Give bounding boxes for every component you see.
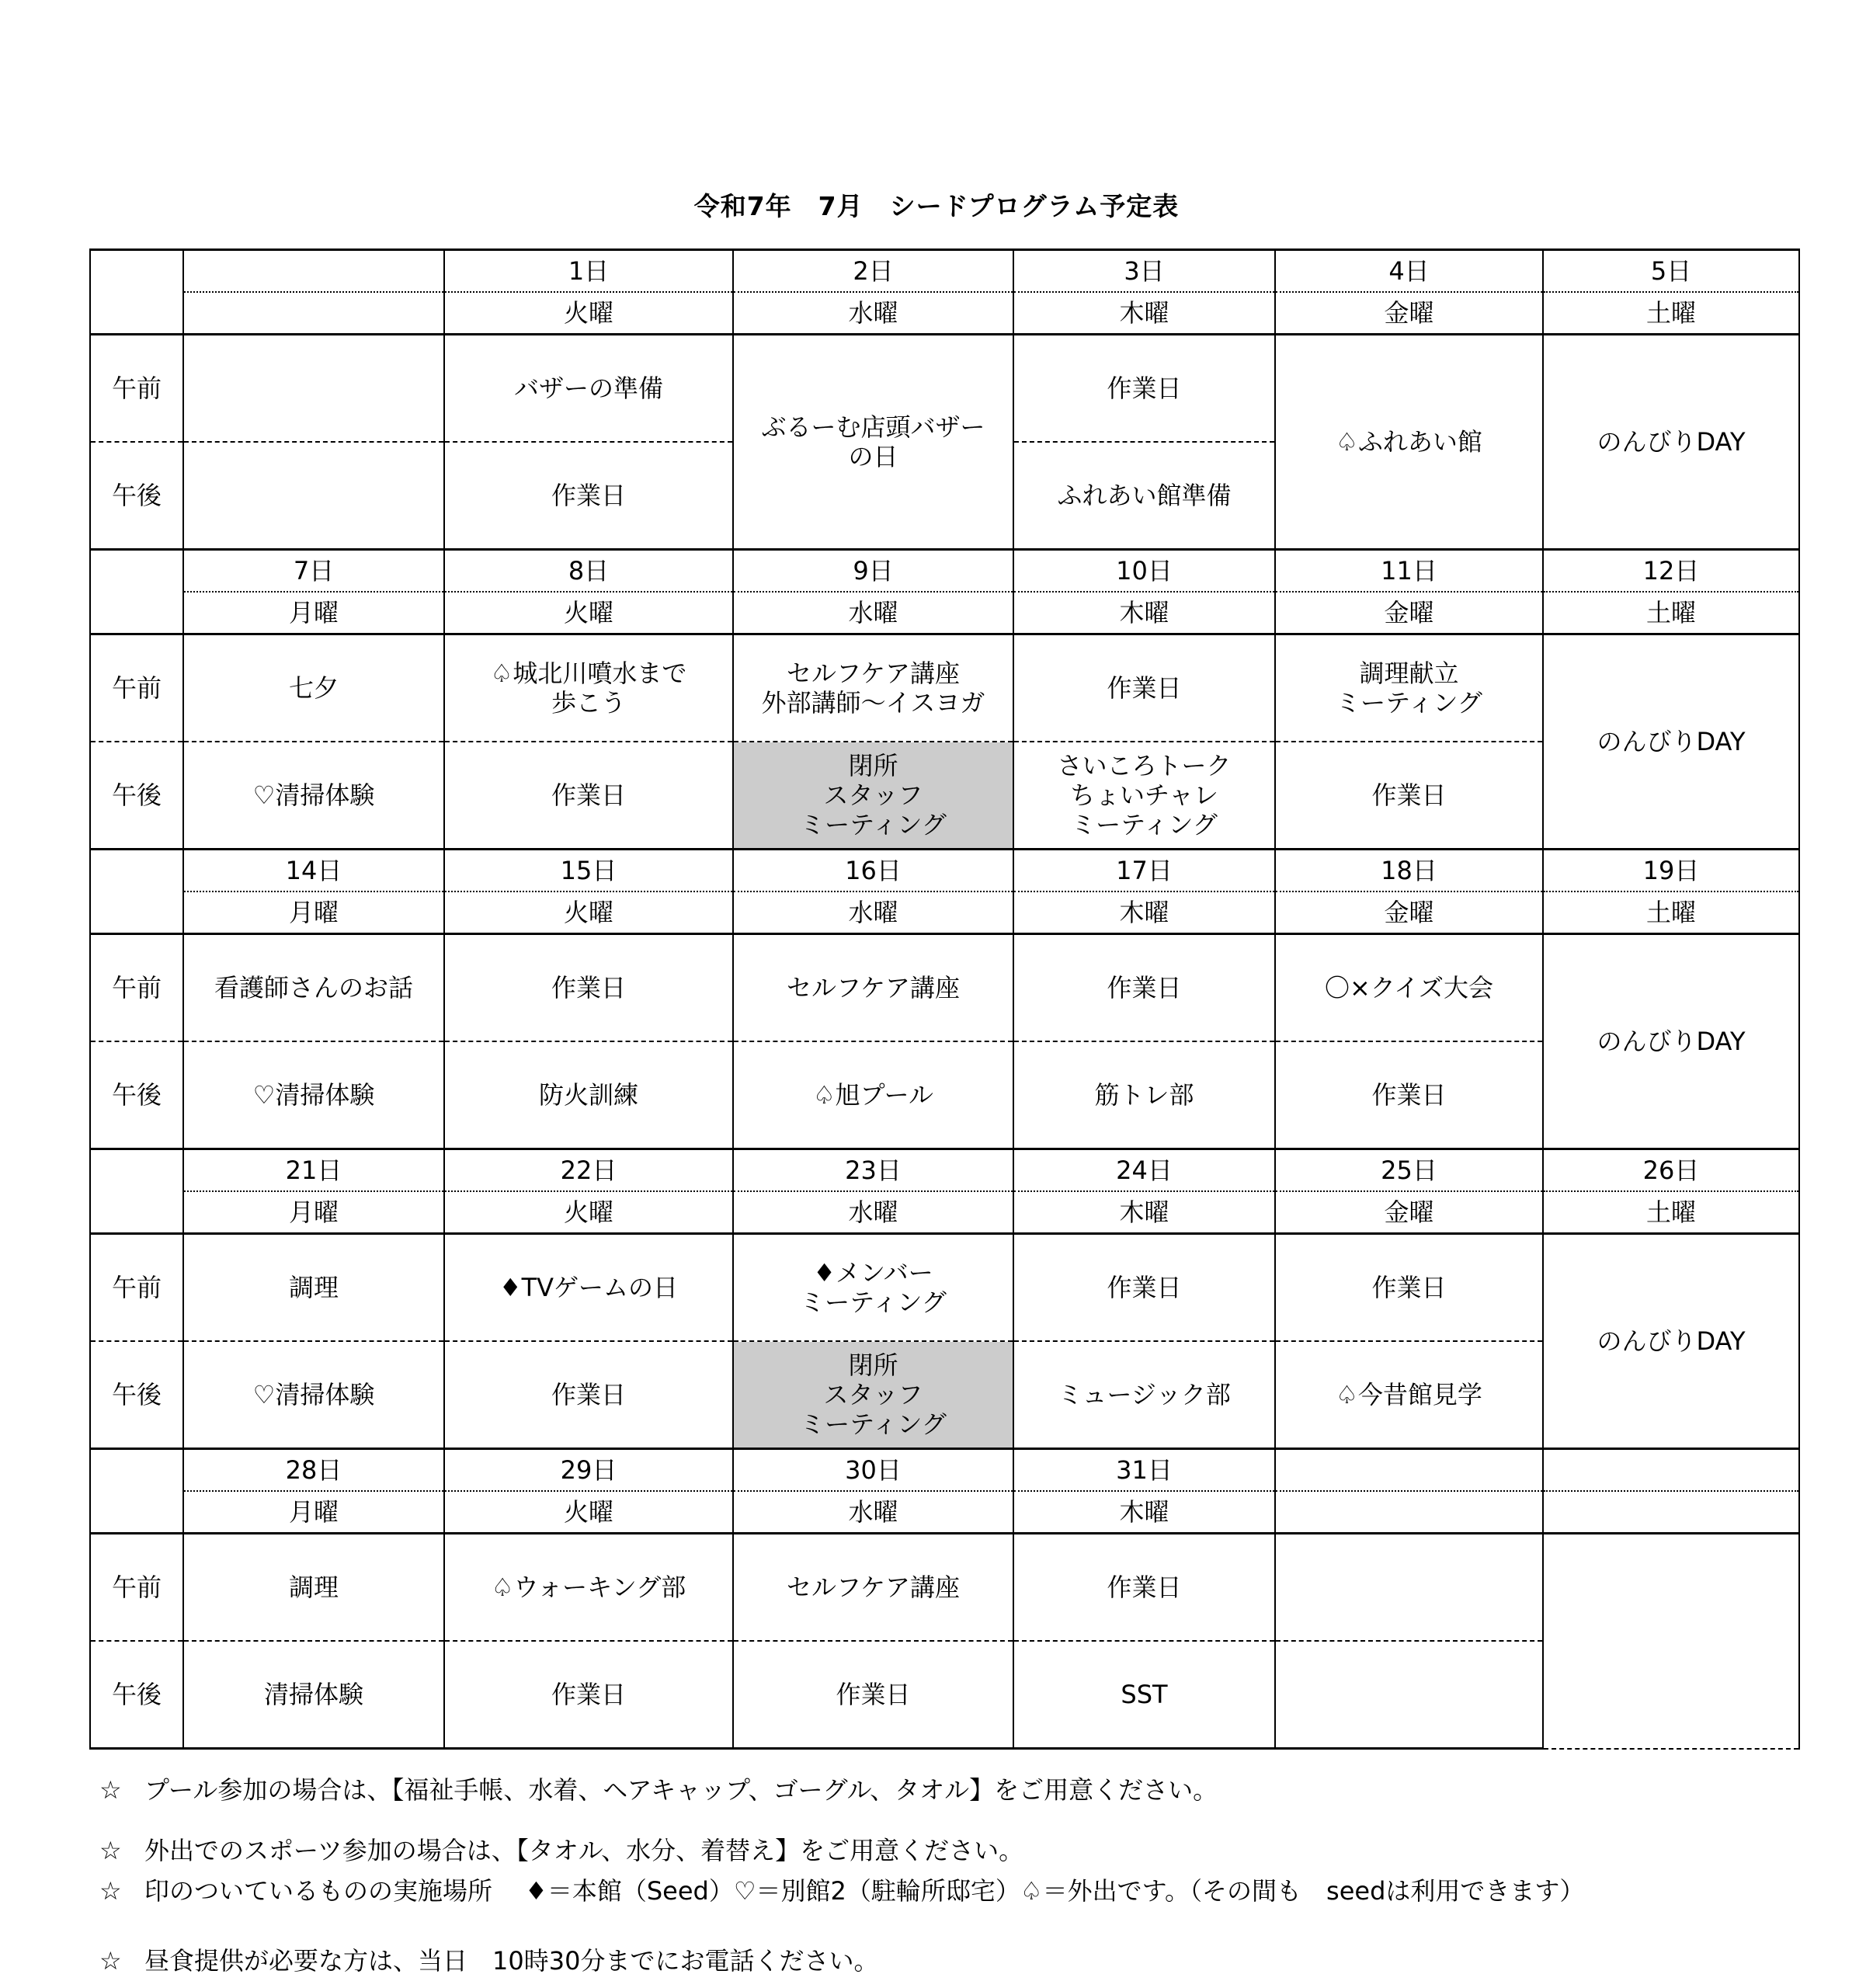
weekday-cell: 木曜 xyxy=(1013,1191,1275,1234)
program-cell: 〇×クイズ大会 xyxy=(1275,934,1543,1042)
weekday-cell: 月曜 xyxy=(183,891,444,934)
weekday-cell: 土曜 xyxy=(1543,592,1799,634)
weekday-row xyxy=(90,891,1799,934)
afternoon-row xyxy=(90,1341,1799,1449)
date-row xyxy=(90,550,1799,593)
header-corner-cell xyxy=(90,1449,183,1534)
program-cell: SST xyxy=(1013,1641,1275,1749)
note-lunch xyxy=(99,1941,878,1977)
weekday-row xyxy=(90,1491,1799,1534)
program-cell: セルフケア講座 xyxy=(733,1534,1013,1642)
date-cell: 10日 xyxy=(1013,550,1275,593)
weekday-cell: 火曜 xyxy=(444,592,733,634)
morning-row xyxy=(90,634,1799,742)
program-cell: ♤旭プール xyxy=(733,1041,1013,1149)
am-label: 午前 xyxy=(90,934,183,1042)
weekday-cell: 月曜 xyxy=(183,592,444,634)
weekday-row xyxy=(90,292,1799,335)
weekday-cell: 月曜 xyxy=(183,1191,444,1234)
program-cell: 看護師さんのお話 xyxy=(183,934,444,1042)
weekday-cell: 水曜 xyxy=(733,1491,1013,1534)
weekday-cell: 火曜 xyxy=(444,891,733,934)
star-icon: ☆ xyxy=(99,1775,122,1805)
program-cell: のんびりDAY xyxy=(1543,335,1799,550)
program-cell xyxy=(183,442,444,550)
note-locations xyxy=(99,1872,1584,1907)
note-text: プール参加の場合は、【福祉手帳、水着、ヘアキャップ、ゴーグル、タオル】をご用意ください。 xyxy=(144,1775,1218,1805)
program-cell: ♦メンバー ミーティング xyxy=(733,1234,1013,1342)
date-cell: 28日 xyxy=(183,1449,444,1492)
weekday-cell: 火曜 xyxy=(444,1491,733,1534)
weekday-row xyxy=(90,592,1799,634)
schedule-table xyxy=(89,248,1800,1750)
date-cell xyxy=(1543,1449,1799,1492)
program-cell: 作業日 xyxy=(1275,1234,1543,1342)
weekday-cell xyxy=(183,292,444,335)
program-cell: 調理 xyxy=(183,1534,444,1642)
date-cell: 22日 xyxy=(444,1149,733,1192)
date-cell: 29日 xyxy=(444,1449,733,1492)
am-label: 午前 xyxy=(90,634,183,742)
pm-label: 午後 xyxy=(90,442,183,550)
header-corner-cell xyxy=(90,550,183,634)
weekday-cell: 木曜 xyxy=(1013,292,1275,335)
morning-row xyxy=(90,1534,1799,1642)
program-cell: 作業日 xyxy=(1013,1534,1275,1642)
weekday-cell: 土曜 xyxy=(1543,1191,1799,1234)
weekday-cell: 土曜 xyxy=(1543,292,1799,335)
pm-label: 午後 xyxy=(90,1041,183,1149)
program-cell: のんびりDAY xyxy=(1543,934,1799,1149)
header-corner-cell xyxy=(90,1149,183,1234)
date-cell: 16日 xyxy=(733,850,1013,892)
star-icon: ☆ xyxy=(99,1836,122,1865)
date-cell: 31日 xyxy=(1013,1449,1275,1492)
program-cell: 七夕 xyxy=(183,634,444,742)
date-cell xyxy=(1275,1449,1543,1492)
program-cell: のんびりDAY xyxy=(1543,1234,1799,1449)
morning-row xyxy=(90,934,1799,1042)
weekday-cell: 水曜 xyxy=(733,592,1013,634)
date-cell: 11日 xyxy=(1275,550,1543,593)
date-cell: 19日 xyxy=(1543,850,1799,892)
program-cell: 作業日 xyxy=(1275,1041,1543,1149)
program-cell: 作業日 xyxy=(444,934,733,1042)
weekday-cell: 火曜 xyxy=(444,1191,733,1234)
program-cell: ミュージック部 xyxy=(1013,1341,1275,1449)
morning-row xyxy=(90,1234,1799,1342)
date-cell: 14日 xyxy=(183,850,444,892)
page-title: 令和7年 7月 シードプログラム予定表 xyxy=(693,191,1180,221)
date-cell: 21日 xyxy=(183,1149,444,1192)
note-pool xyxy=(99,1771,1218,1806)
weekday-cell: 木曜 xyxy=(1013,592,1275,634)
date-cell: 15日 xyxy=(444,850,733,892)
program-cell: 作業日 xyxy=(444,1341,733,1449)
weekday-cell: 金曜 xyxy=(1275,292,1543,335)
program-cell: のんびりDAY xyxy=(1543,634,1799,850)
program-cell: 作業日 xyxy=(1013,335,1275,443)
date-cell: 1日 xyxy=(444,250,733,293)
weekday-row xyxy=(90,1191,1799,1234)
date-cell: 30日 xyxy=(733,1449,1013,1492)
header-corner-cell xyxy=(90,850,183,934)
weekday-cell: 水曜 xyxy=(733,1191,1013,1234)
date-cell: 23日 xyxy=(733,1149,1013,1192)
star-icon: ☆ xyxy=(99,1946,122,1976)
program-cell: 防火訓練 xyxy=(444,1041,733,1149)
program-cell xyxy=(1275,1641,1543,1749)
note-text: 印のついているものの実施場所 ♦＝本館（Seed）♡＝別館2（駐輪所邸宅）♤＝外出です。（その間も seedは利用できます） xyxy=(144,1876,1585,1906)
afternoon-row xyxy=(90,742,1799,850)
date-cell: 3日 xyxy=(1013,250,1275,293)
note-text: 外出でのスポーツ参加の場合は、【タオル、水分、着替え】をご用意ください。 xyxy=(144,1836,1024,1865)
weekday-cell: 木曜 xyxy=(1013,891,1275,934)
program-cell xyxy=(1275,1534,1543,1642)
program-cell: 作業日 xyxy=(444,742,733,850)
note-text: 昼食提供が必要な方は、当日 10時30分までにお電話ください。 xyxy=(144,1946,879,1976)
weekday-cell xyxy=(1275,1491,1543,1534)
date-row xyxy=(90,850,1799,892)
date-cell xyxy=(183,250,444,293)
weekday-cell: 水曜 xyxy=(733,891,1013,934)
program-cell: 作業日 xyxy=(444,1641,733,1749)
program-cell: ♡清掃体験 xyxy=(183,1041,444,1149)
program-cell: ふれあい館準備 xyxy=(1013,442,1275,550)
program-cell: ♤ウォーキング部 xyxy=(444,1534,733,1642)
program-cell: 調理 xyxy=(183,1234,444,1342)
date-cell: 5日 xyxy=(1543,250,1799,293)
note-sports xyxy=(99,1831,1023,1867)
afternoon-row xyxy=(90,1641,1799,1749)
program-cell: 作業日 xyxy=(444,442,733,550)
program-cell: 閉所 スタッフ ミーティング xyxy=(733,742,1013,850)
program-cell: ♡清掃体験 xyxy=(183,742,444,850)
program-cell: ぶるーむ店頭バザー の日 xyxy=(733,335,1013,550)
program-cell: 作業日 xyxy=(1275,742,1543,850)
program-cell: 作業日 xyxy=(1013,934,1275,1042)
date-cell: 26日 xyxy=(1543,1149,1799,1192)
date-row xyxy=(90,1449,1799,1492)
date-cell: 4日 xyxy=(1275,250,1543,293)
weekday-cell: 土曜 xyxy=(1543,891,1799,934)
program-cell: バザーの準備 xyxy=(444,335,733,443)
weekday-cell: 金曜 xyxy=(1275,891,1543,934)
program-cell: セルフケア講座 外部講師～イスヨガ xyxy=(733,634,1013,742)
weekday-cell: 木曜 xyxy=(1013,1491,1275,1534)
date-cell: 2日 xyxy=(733,250,1013,293)
program-cell xyxy=(1543,1534,1799,1749)
pm-label: 午後 xyxy=(90,742,183,850)
date-cell: 12日 xyxy=(1543,550,1799,593)
program-cell: ♤ふれあい館 xyxy=(1275,335,1543,550)
date-row xyxy=(90,1149,1799,1192)
program-cell: 作業日 xyxy=(733,1641,1013,1749)
program-cell: ♦TVゲームの日 xyxy=(444,1234,733,1342)
am-label: 午前 xyxy=(90,1234,183,1342)
date-row xyxy=(90,250,1799,293)
program-cell: 筋トレ部 xyxy=(1013,1041,1275,1149)
weekday-cell: 金曜 xyxy=(1275,592,1543,634)
program-cell: 清掃体験 xyxy=(183,1641,444,1749)
program-cell: 作業日 xyxy=(1013,1234,1275,1342)
program-cell: 閉所 スタッフ ミーティング xyxy=(733,1341,1013,1449)
date-cell: 18日 xyxy=(1275,850,1543,892)
afternoon-row xyxy=(90,1041,1799,1149)
date-cell: 24日 xyxy=(1013,1149,1275,1192)
program-cell: 作業日 xyxy=(1013,634,1275,742)
date-cell: 8日 xyxy=(444,550,733,593)
program-cell: さいころトーク ちょいチャレ ミーティング xyxy=(1013,742,1275,850)
program-cell: ♡清掃体験 xyxy=(183,1341,444,1449)
star-icon: ☆ xyxy=(99,1876,122,1906)
date-cell: 7日 xyxy=(183,550,444,593)
weekday-cell: 月曜 xyxy=(183,1491,444,1534)
header-corner-cell xyxy=(90,250,183,335)
program-cell: ♤城北川噴水まで 歩こう xyxy=(444,634,733,742)
am-label: 午前 xyxy=(90,335,183,443)
pm-label: 午後 xyxy=(90,1641,183,1749)
date-cell: 17日 xyxy=(1013,850,1275,892)
date-cell: 9日 xyxy=(733,550,1013,593)
program-cell: セルフケア講座 xyxy=(733,934,1013,1042)
am-label: 午前 xyxy=(90,1534,183,1642)
program-cell: ♤今昔館見学 xyxy=(1275,1341,1543,1449)
weekday-cell xyxy=(1543,1491,1799,1534)
morning-row xyxy=(90,335,1799,443)
pm-label: 午後 xyxy=(90,1341,183,1449)
program-cell xyxy=(183,335,444,443)
weekday-cell: 火曜 xyxy=(444,292,733,335)
date-cell: 25日 xyxy=(1275,1149,1543,1192)
weekday-cell: 水曜 xyxy=(733,292,1013,335)
weekday-cell: 金曜 xyxy=(1275,1191,1543,1234)
program-cell: 調理献立 ミーティング xyxy=(1275,634,1543,742)
